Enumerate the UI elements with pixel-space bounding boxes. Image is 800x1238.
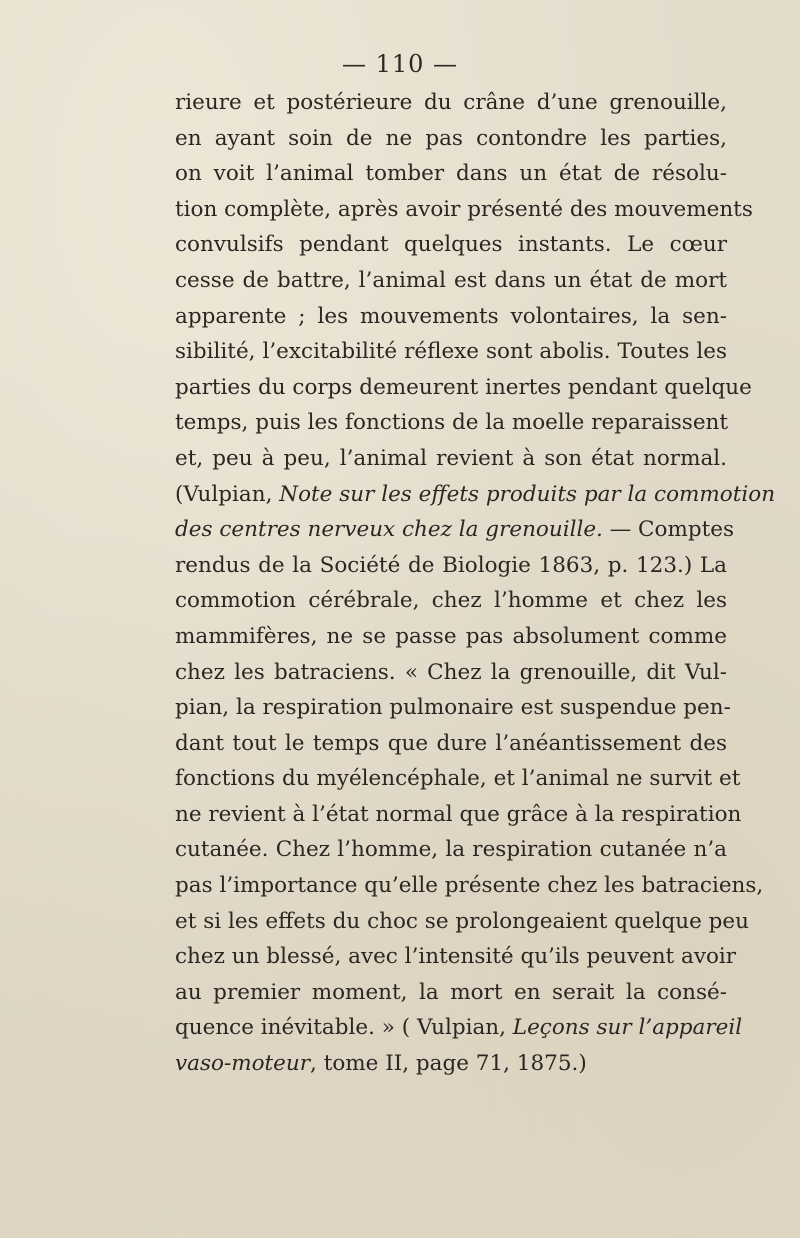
text-run: (Vulpian, xyxy=(175,481,280,507)
text-line xyxy=(175,192,753,228)
text-line xyxy=(175,405,727,441)
body-text xyxy=(175,85,776,1082)
text-line xyxy=(175,156,727,192)
text-line xyxy=(175,85,727,121)
page-number: — 110 — xyxy=(341,50,459,78)
italic-title-run: vaso-moteur xyxy=(175,1051,311,1077)
text-run: quence inévitable. » ( Vulpian, xyxy=(175,1015,513,1041)
text-run: tion complète, après avoir présenté des mouvements xyxy=(175,196,753,222)
text-run: parties du corps demeurent inertes pendant quelque xyxy=(175,374,752,400)
text-line xyxy=(175,263,727,299)
text-line xyxy=(175,904,749,940)
text-run: cutanée. Chez l’homme, la respiration cutanée n’a xyxy=(175,837,727,863)
text-run: on voit l’animal tomber dans un état de résolu- xyxy=(175,161,727,187)
text-line xyxy=(175,370,752,406)
text-run: — Comptes xyxy=(602,517,735,543)
text-line xyxy=(175,1046,727,1082)
text-line xyxy=(175,975,727,1011)
text-run: apparente ; les mouvements volontaires, la sen- xyxy=(175,303,727,329)
text-line xyxy=(175,797,742,833)
text-run: , tome II, page 71, 1875.) xyxy=(310,1051,587,1077)
text-line xyxy=(175,655,727,691)
text-line xyxy=(175,1010,743,1046)
text-line xyxy=(175,441,727,477)
text-run: commotion cérébrale, chez l’homme et chez les xyxy=(175,588,727,614)
text-run: rieure et postérieure du crâne d’une grenouille, xyxy=(175,90,727,115)
text-run: fonctions du myélencéphale, et l’animal ne survit et xyxy=(175,766,741,792)
text-run: cesse de battre, l’animal est dans un état de mort xyxy=(175,267,727,293)
text-line xyxy=(175,832,727,868)
text-line xyxy=(175,761,741,797)
text-line xyxy=(175,548,727,584)
text-line xyxy=(175,299,727,335)
text-line xyxy=(175,512,735,548)
text-run: mammifères, ne se passe pas absolument comme xyxy=(175,623,727,649)
text-run: convulsifs pendant quelques instants. Le cœur xyxy=(175,232,727,258)
italic-title-run: des centres nerveux chez la grenouille. xyxy=(175,517,603,543)
text-run: ne revient à l’état normal que grâce à la respiration xyxy=(175,801,742,827)
text-run: chez les batraciens. « Chez la grenouille, dit Vul- xyxy=(175,659,727,685)
text-line xyxy=(175,726,727,762)
text-run: en ayant soin de ne pas contondre les parties, xyxy=(175,125,727,151)
text-run: chez un blessé, avec l’intensité qu’ils peuvent avoir xyxy=(175,944,737,970)
text-run: pian, la respiration pulmonaire est suspendue pen- xyxy=(175,695,731,721)
text-line xyxy=(175,334,727,370)
text-run: dant tout le temps que dure l’anéantissement des xyxy=(175,730,727,756)
text-run: sibilité, l’excitabilité réflexe sont abolis. Toutes les xyxy=(175,339,727,365)
text-run: et, peu à peu, l’animal revient à son état normal. xyxy=(175,445,727,471)
text-line xyxy=(175,583,727,619)
italic-title-run: Leçons sur l’appareil xyxy=(512,1015,743,1041)
italic-title-run: Note sur les effets produits par la commotion xyxy=(279,481,776,507)
text-line xyxy=(175,690,731,726)
text-run: temps, puis les fonctions de la moelle reparaissent xyxy=(175,410,729,436)
text-run: rendus de la Société de Biologie 1863, p. 123.) La xyxy=(175,552,727,578)
text-line xyxy=(175,121,727,157)
text-line xyxy=(175,477,776,513)
text-line xyxy=(175,619,727,655)
text-line xyxy=(175,868,764,904)
text-run: et si les effets du choc se prolongeaient quelque peu xyxy=(175,908,749,934)
text-run: pas l’importance qu’elle présente chez les batraciens, xyxy=(175,873,764,899)
text-line xyxy=(175,227,727,263)
text-run: au premier moment, la mort en serait la consé- xyxy=(175,979,727,1005)
text-line xyxy=(175,939,737,975)
